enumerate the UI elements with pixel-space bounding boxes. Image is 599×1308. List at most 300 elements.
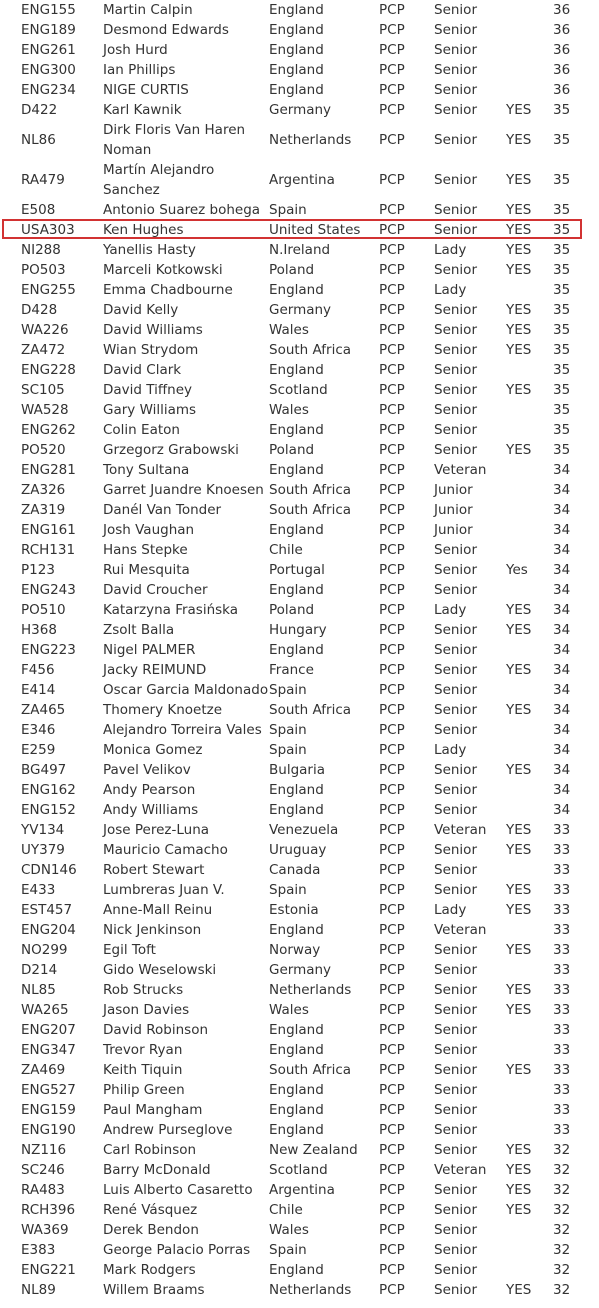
competitor-code-cell: WA528 bbox=[21, 402, 69, 418]
table-row bbox=[0, 340, 599, 360]
paid-status-cell: YES bbox=[506, 1282, 532, 1298]
competitor-code-cell: UY379 bbox=[21, 842, 65, 858]
paid-status-cell: YES bbox=[506, 172, 532, 188]
paid-status-cell: YES bbox=[506, 1202, 532, 1218]
table-row bbox=[0, 1100, 599, 1120]
paid-status-cell: YES bbox=[506, 442, 532, 458]
competitor-code-cell: P123 bbox=[21, 562, 55, 578]
competitor-code-cell: E259 bbox=[21, 742, 56, 758]
competitor-code-cell: D214 bbox=[21, 962, 58, 978]
score-cell: 36 bbox=[553, 22, 571, 38]
table-row bbox=[0, 380, 599, 400]
competitor-name-cell: Martin Calpin bbox=[103, 2, 193, 18]
table-row bbox=[0, 500, 599, 520]
category-cell: Senior bbox=[434, 262, 477, 278]
country-cell: United States bbox=[269, 222, 361, 238]
score-cell: 32 bbox=[553, 1222, 571, 1238]
competitor-name-cell: Carl Robinson bbox=[103, 1142, 197, 1158]
competitor-name-cell: Alejandro Torreira Vales bbox=[103, 722, 262, 738]
score-cell: 33 bbox=[553, 1122, 571, 1138]
competitor-code-cell: ENG262 bbox=[21, 422, 76, 438]
competitor-code-cell: ENG159 bbox=[21, 1102, 76, 1118]
competitor-name-cell: Grzegorz Grabowski bbox=[103, 442, 239, 458]
club-cell: PCP bbox=[379, 762, 405, 778]
paid-status-cell: YES bbox=[506, 242, 532, 258]
club-cell: PCP bbox=[379, 702, 405, 718]
competitor-code-cell: CDN146 bbox=[21, 862, 77, 878]
club-cell: PCP bbox=[379, 262, 405, 278]
score-cell: 34 bbox=[553, 602, 571, 618]
country-cell: Spain bbox=[269, 682, 307, 698]
paid-status-cell: YES bbox=[506, 702, 532, 718]
country-cell: Netherlands bbox=[269, 132, 352, 148]
category-cell: Senior bbox=[434, 1002, 477, 1018]
country-cell: France bbox=[269, 662, 314, 678]
table-row bbox=[0, 40, 599, 60]
table-row bbox=[0, 540, 599, 560]
competitor-code-cell: E508 bbox=[21, 202, 56, 218]
competitor-name-cell: Zsolt Balla bbox=[103, 622, 175, 638]
table-row bbox=[0, 320, 599, 340]
competitor-code-cell: ZA465 bbox=[21, 702, 66, 718]
table-row bbox=[0, 840, 599, 860]
competitor-code-cell: ENG155 bbox=[21, 2, 76, 18]
competitor-name-cell: Katarzyna Frasińska bbox=[103, 602, 239, 618]
competitor-name-cell: Rui Mesquita bbox=[103, 562, 190, 578]
country-cell: N.Ireland bbox=[269, 242, 331, 258]
competitor-name-cell: Andy Pearson bbox=[103, 782, 196, 798]
table-row bbox=[0, 860, 599, 880]
table-row bbox=[0, 660, 599, 680]
country-cell: Argentina bbox=[269, 1182, 335, 1198]
score-cell: 36 bbox=[553, 2, 571, 18]
score-cell: 35 bbox=[553, 362, 571, 378]
table-row bbox=[0, 420, 599, 440]
competitor-code-cell: EST457 bbox=[21, 902, 73, 918]
club-cell: PCP bbox=[379, 202, 405, 218]
competitor-code-cell: WA369 bbox=[21, 1222, 69, 1238]
competitor-name-cell: Monica Gomez bbox=[103, 742, 203, 758]
club-cell: PCP bbox=[379, 42, 405, 58]
paid-status-cell: YES bbox=[506, 662, 532, 678]
score-cell: 34 bbox=[553, 662, 571, 678]
competitor-name-cell: NIGE CURTIS bbox=[103, 82, 189, 98]
competitor-name-cell: Jason Davies bbox=[103, 1002, 190, 1018]
country-cell: Chile bbox=[269, 542, 303, 558]
score-cell: 33 bbox=[553, 842, 571, 858]
competitor-code-cell: USA303 bbox=[21, 222, 75, 238]
paid-status-cell: YES bbox=[506, 382, 532, 398]
competitor-code-cell: NO299 bbox=[21, 942, 68, 958]
club-cell: PCP bbox=[379, 102, 405, 118]
category-cell: Senior bbox=[434, 102, 477, 118]
competitor-code-cell: WA265 bbox=[21, 1002, 69, 1018]
competitor-name-cell: George Palacio Porras bbox=[103, 1242, 251, 1258]
category-cell: Senior bbox=[434, 542, 477, 558]
category-cell: Senior bbox=[434, 1102, 477, 1118]
competitor-code-cell: ENG228 bbox=[21, 362, 76, 378]
country-cell: Argentina bbox=[269, 172, 335, 188]
paid-status-cell: YES bbox=[506, 302, 532, 318]
score-cell: 32 bbox=[553, 1142, 571, 1158]
competitor-code-cell: ZA469 bbox=[21, 1062, 66, 1078]
club-cell: PCP bbox=[379, 1002, 405, 1018]
table-row bbox=[0, 1140, 599, 1160]
category-cell: Senior bbox=[434, 42, 477, 58]
competitor-code-cell: RA483 bbox=[21, 1182, 65, 1198]
score-cell: 33 bbox=[553, 1022, 571, 1038]
country-cell: Norway bbox=[269, 942, 321, 958]
score-cell: 34 bbox=[553, 682, 571, 698]
club-cell: PCP bbox=[379, 222, 405, 238]
table-row bbox=[0, 160, 599, 200]
competitor-name-cell: Andrew Purseglove bbox=[103, 1122, 233, 1138]
table-row bbox=[0, 1200, 599, 1220]
country-cell: England bbox=[269, 22, 324, 38]
competitor-code-cell: E346 bbox=[21, 722, 56, 738]
country-cell: Wales bbox=[269, 1002, 309, 1018]
country-cell: Scotland bbox=[269, 1162, 328, 1178]
score-cell: 32 bbox=[553, 1262, 571, 1278]
competitor-name-cell: Luis Alberto Casaretto bbox=[103, 1182, 253, 1198]
category-cell: Lady bbox=[434, 602, 467, 618]
country-cell: Netherlands bbox=[269, 982, 352, 998]
club-cell: PCP bbox=[379, 1162, 405, 1178]
competitor-name-cell: Ian Phillips bbox=[103, 62, 176, 78]
score-cell: 34 bbox=[553, 762, 571, 778]
category-cell: Senior bbox=[434, 422, 477, 438]
competitor-name-cell: Garret Juandre Knoesen bbox=[103, 482, 264, 498]
competitor-name-cell: Pavel Velikov bbox=[103, 762, 191, 778]
club-cell: PCP bbox=[379, 782, 405, 798]
competitor-name-cell: Emma Chadbourne bbox=[103, 282, 233, 298]
club-cell: PCP bbox=[379, 502, 405, 518]
score-cell: 35 bbox=[553, 302, 571, 318]
country-cell: Spain bbox=[269, 882, 307, 898]
score-cell: 35 bbox=[553, 282, 571, 298]
country-cell: England bbox=[269, 282, 324, 298]
club-cell: PCP bbox=[379, 1282, 405, 1298]
country-cell: Estonia bbox=[269, 902, 319, 918]
club-cell: PCP bbox=[379, 662, 405, 678]
category-cell: Senior bbox=[434, 562, 477, 578]
competitor-name-cell: Dirk Floris Van Haren Noman bbox=[103, 122, 246, 158]
table-row bbox=[0, 700, 599, 720]
competitor-name-cell: Rob Strucks bbox=[103, 982, 184, 998]
table-row bbox=[0, 1280, 599, 1300]
competitor-code-cell: E414 bbox=[21, 682, 56, 698]
score-cell: 32 bbox=[553, 1242, 571, 1258]
table-row bbox=[0, 900, 599, 920]
club-cell: PCP bbox=[379, 522, 405, 538]
table-row bbox=[0, 640, 599, 660]
score-cell: 35 bbox=[553, 222, 571, 238]
paid-status-cell: YES bbox=[506, 202, 532, 218]
club-cell: PCP bbox=[379, 1122, 405, 1138]
paid-status-cell: YES bbox=[506, 942, 532, 958]
table-row bbox=[0, 480, 599, 500]
competitor-code-cell: ENG261 bbox=[21, 42, 76, 58]
competitor-name-cell: Colin Eaton bbox=[103, 422, 180, 438]
category-cell: Senior bbox=[434, 1062, 477, 1078]
club-cell: PCP bbox=[379, 1022, 405, 1038]
category-cell: Senior bbox=[434, 442, 477, 458]
country-cell: England bbox=[269, 922, 324, 938]
paid-status-cell: YES bbox=[506, 842, 532, 858]
club-cell: PCP bbox=[379, 1182, 405, 1198]
paid-status-cell: YES bbox=[506, 1002, 532, 1018]
table-row bbox=[0, 800, 599, 820]
score-cell: 32 bbox=[553, 1182, 571, 1198]
competitor-code-cell: ENG347 bbox=[21, 1042, 76, 1058]
category-cell: Senior bbox=[434, 1182, 477, 1198]
country-cell: Uruguay bbox=[269, 842, 327, 858]
table-row-highlighted bbox=[0, 220, 599, 240]
category-cell: Senior bbox=[434, 882, 477, 898]
club-cell: PCP bbox=[379, 822, 405, 838]
club-cell: PCP bbox=[379, 382, 405, 398]
country-cell: England bbox=[269, 422, 324, 438]
table-row bbox=[0, 520, 599, 540]
competitor-name-cell: Hans Stepke bbox=[103, 542, 188, 558]
category-cell: Junior bbox=[434, 502, 473, 518]
category-cell: Senior bbox=[434, 762, 477, 778]
country-cell: England bbox=[269, 782, 324, 798]
table-row bbox=[0, 440, 599, 460]
club-cell: PCP bbox=[379, 302, 405, 318]
score-cell: 34 bbox=[553, 482, 571, 498]
category-cell: Senior bbox=[434, 662, 477, 678]
club-cell: PCP bbox=[379, 582, 405, 598]
competitor-code-cell: ENG190 bbox=[21, 1122, 76, 1138]
score-cell: 34 bbox=[553, 742, 571, 758]
competitor-code-cell: D422 bbox=[21, 102, 58, 118]
category-cell: Senior bbox=[434, 1142, 477, 1158]
club-cell: PCP bbox=[379, 462, 405, 478]
competitor-name-cell: Marceli Kotkowski bbox=[103, 262, 223, 278]
country-cell: Germany bbox=[269, 102, 332, 118]
category-cell: Senior bbox=[434, 942, 477, 958]
country-cell: Bulgaria bbox=[269, 762, 325, 778]
score-cell: 35 bbox=[553, 402, 571, 418]
category-cell: Senior bbox=[434, 1242, 477, 1258]
competitor-code-cell: D428 bbox=[21, 302, 58, 318]
category-cell: Senior bbox=[434, 362, 477, 378]
table-row bbox=[0, 1180, 599, 1200]
country-cell: Chile bbox=[269, 1202, 303, 1218]
score-cell: 34 bbox=[553, 542, 571, 558]
competitor-code-cell: F456 bbox=[21, 662, 55, 678]
country-cell: South Africa bbox=[269, 502, 352, 518]
competitor-code-cell: ENG204 bbox=[21, 922, 76, 938]
competitor-name-cell: David Kelly bbox=[103, 302, 179, 318]
competitor-code-cell: ZA472 bbox=[21, 342, 66, 358]
category-cell: Senior bbox=[434, 1022, 477, 1038]
competitor-code-cell: ENG255 bbox=[21, 282, 76, 298]
competitor-name-cell: Josh Hurd bbox=[103, 42, 168, 58]
club-cell: PCP bbox=[379, 442, 405, 458]
country-cell: England bbox=[269, 82, 324, 98]
competitor-name-cell: Yanellis Hasty bbox=[103, 242, 196, 258]
category-cell: Senior bbox=[434, 342, 477, 358]
competitor-name-cell: Egil Toft bbox=[103, 942, 156, 958]
category-cell: Senior bbox=[434, 62, 477, 78]
table-row bbox=[0, 1240, 599, 1260]
club-cell: PCP bbox=[379, 62, 405, 78]
paid-status-cell: YES bbox=[506, 902, 532, 918]
competitor-code-cell: NL89 bbox=[21, 1282, 56, 1298]
table-row bbox=[0, 1000, 599, 1020]
competitor-code-cell: ENG527 bbox=[21, 1082, 76, 1098]
competitor-name-cell: Mark Rodgers bbox=[103, 1262, 196, 1278]
competitor-name-cell: David Williams bbox=[103, 322, 203, 338]
country-cell: South Africa bbox=[269, 342, 352, 358]
competitor-code-cell: RCH396 bbox=[21, 1202, 76, 1218]
score-cell: 36 bbox=[553, 42, 571, 58]
club-cell: PCP bbox=[379, 1222, 405, 1238]
competitor-code-cell: ENG223 bbox=[21, 642, 76, 658]
competitor-name-cell: Trevor Ryan bbox=[103, 1042, 183, 1058]
table-row bbox=[0, 1080, 599, 1100]
club-cell: PCP bbox=[379, 482, 405, 498]
score-cell: 35 bbox=[553, 202, 571, 218]
country-cell: Canada bbox=[269, 862, 321, 878]
category-cell: Lady bbox=[434, 282, 467, 298]
competitor-name-cell: Desmond Edwards bbox=[103, 22, 229, 38]
competitor-code-cell: ENG189 bbox=[21, 22, 76, 38]
club-cell: PCP bbox=[379, 802, 405, 818]
club-cell: PCP bbox=[379, 562, 405, 578]
country-cell: New Zealand bbox=[269, 1142, 358, 1158]
table-row bbox=[0, 720, 599, 740]
club-cell: PCP bbox=[379, 1242, 405, 1258]
competitor-name-cell: Philip Green bbox=[103, 1082, 185, 1098]
paid-status-cell: YES bbox=[506, 622, 532, 638]
score-cell: 32 bbox=[553, 1202, 571, 1218]
competitor-name-cell: Martín Alejandro Sanchez bbox=[103, 162, 215, 198]
club-cell: PCP bbox=[379, 282, 405, 298]
competitor-code-cell: E433 bbox=[21, 882, 56, 898]
club-cell: PCP bbox=[379, 242, 405, 258]
club-cell: PCP bbox=[379, 902, 405, 918]
club-cell: PCP bbox=[379, 1102, 405, 1118]
club-cell: PCP bbox=[379, 1202, 405, 1218]
country-cell: Wales bbox=[269, 1222, 309, 1238]
competitor-code-cell: ZA326 bbox=[21, 482, 66, 498]
competitor-name-cell: David Robinson bbox=[103, 1022, 209, 1038]
competitor-code-cell: SC246 bbox=[21, 1162, 65, 1178]
club-cell: PCP bbox=[379, 722, 405, 738]
category-cell: Senior bbox=[434, 1262, 477, 1278]
score-cell: 33 bbox=[553, 1082, 571, 1098]
paid-status-cell: Yes bbox=[506, 562, 528, 578]
table-row bbox=[0, 100, 599, 120]
table-row bbox=[0, 300, 599, 320]
club-cell: PCP bbox=[379, 622, 405, 638]
table-row bbox=[0, 240, 599, 260]
country-cell: Wales bbox=[269, 322, 309, 338]
competitor-code-cell: SC105 bbox=[21, 382, 65, 398]
category-cell: Senior bbox=[434, 2, 477, 18]
club-cell: PCP bbox=[379, 962, 405, 978]
category-cell: Senior bbox=[434, 1042, 477, 1058]
paid-status-cell: YES bbox=[506, 762, 532, 778]
paid-status-cell: YES bbox=[506, 342, 532, 358]
paid-status-cell: YES bbox=[506, 1142, 532, 1158]
club-cell: PCP bbox=[379, 842, 405, 858]
club-cell: PCP bbox=[379, 422, 405, 438]
score-cell: 34 bbox=[553, 562, 571, 578]
category-cell: Senior bbox=[434, 782, 477, 798]
score-cell: 33 bbox=[553, 1062, 571, 1078]
category-cell: Senior bbox=[434, 322, 477, 338]
country-cell: England bbox=[269, 1102, 324, 1118]
club-cell: PCP bbox=[379, 1262, 405, 1278]
paid-status-cell: YES bbox=[506, 1062, 532, 1078]
country-cell: England bbox=[269, 522, 324, 538]
competitor-name-cell: Anne-Mall Reinu bbox=[103, 902, 213, 918]
score-cell: 34 bbox=[553, 782, 571, 798]
score-cell: 33 bbox=[553, 922, 571, 938]
competitor-name-cell: David Clark bbox=[103, 362, 182, 378]
country-cell: Poland bbox=[269, 442, 315, 458]
competitor-name-cell: Karl Kawnik bbox=[103, 102, 182, 118]
category-cell: Senior bbox=[434, 1082, 477, 1098]
competitor-name-cell: Danél Van Tonder bbox=[103, 502, 222, 518]
paid-status-cell: YES bbox=[506, 102, 532, 118]
competitor-name-cell: Nick Jenkinson bbox=[103, 922, 202, 938]
table-row bbox=[0, 80, 599, 100]
club-cell: PCP bbox=[379, 602, 405, 618]
score-cell: 35 bbox=[553, 422, 571, 438]
country-cell: South Africa bbox=[269, 1062, 352, 1078]
table-row bbox=[0, 1260, 599, 1280]
competitor-name-cell: Andy Williams bbox=[103, 802, 199, 818]
club-cell: PCP bbox=[379, 982, 405, 998]
category-cell: Senior bbox=[434, 82, 477, 98]
score-cell: 34 bbox=[553, 522, 571, 538]
competitor-name-cell: Willem Braams bbox=[103, 1282, 205, 1298]
country-cell: England bbox=[269, 1042, 324, 1058]
country-cell: Scotland bbox=[269, 382, 328, 398]
country-cell: South Africa bbox=[269, 702, 352, 718]
table-row bbox=[0, 880, 599, 900]
country-cell: Venezuela bbox=[269, 822, 339, 838]
country-cell: England bbox=[269, 1122, 324, 1138]
competitor-name-cell: Josh Vaughan bbox=[103, 522, 195, 538]
table-row bbox=[0, 280, 599, 300]
competitor-code-cell: PO510 bbox=[21, 602, 66, 618]
competitor-code-cell: NL86 bbox=[21, 132, 56, 148]
competitor-name-cell: Robert Stewart bbox=[103, 862, 205, 878]
paid-status-cell: YES bbox=[506, 1162, 532, 1178]
country-cell: England bbox=[269, 1082, 324, 1098]
club-cell: PCP bbox=[379, 1042, 405, 1058]
category-cell: Senior bbox=[434, 862, 477, 878]
table-row bbox=[0, 460, 599, 480]
score-cell: 34 bbox=[553, 642, 571, 658]
club-cell: PCP bbox=[379, 322, 405, 338]
table-row bbox=[0, 1020, 599, 1040]
category-cell: Senior bbox=[434, 1122, 477, 1138]
table-row bbox=[0, 580, 599, 600]
club-cell: PCP bbox=[379, 342, 405, 358]
category-cell: Senior bbox=[434, 642, 477, 658]
table-row bbox=[0, 20, 599, 40]
score-cell: 35 bbox=[553, 382, 571, 398]
table-row bbox=[0, 360, 599, 380]
competitor-name-cell: Keith Tiquin bbox=[103, 1062, 183, 1078]
